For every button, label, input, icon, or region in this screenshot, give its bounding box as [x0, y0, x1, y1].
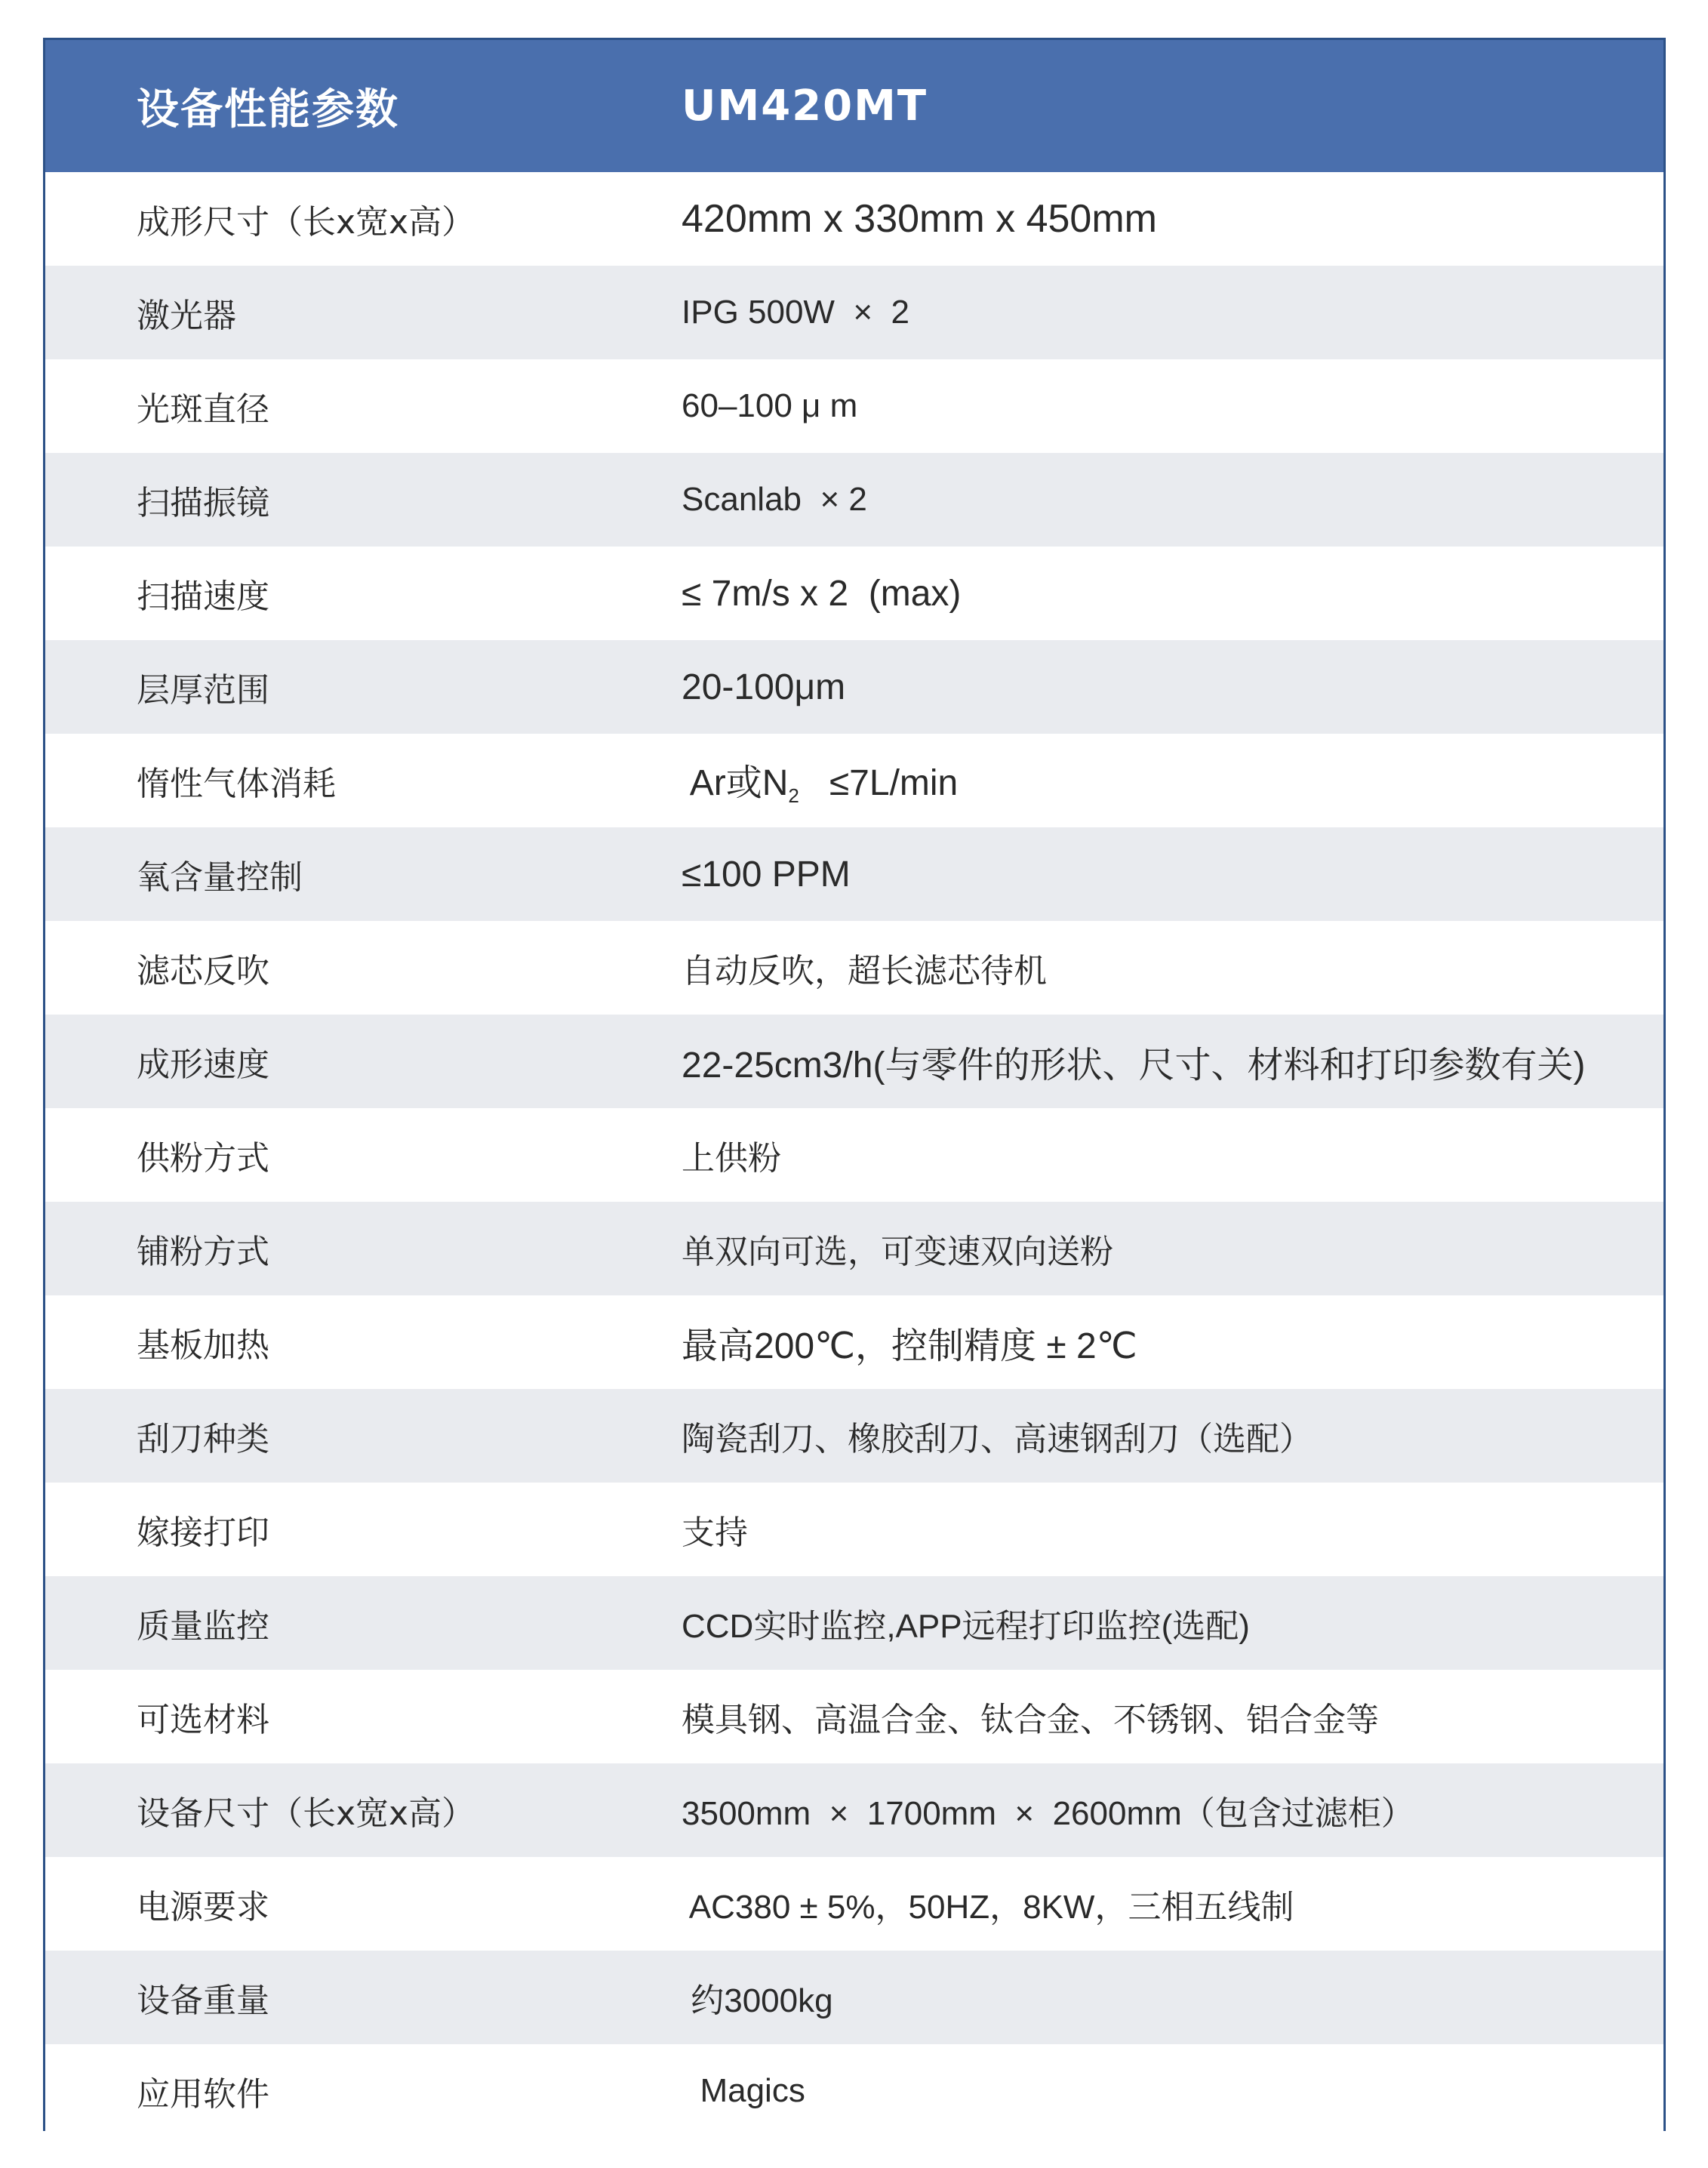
table-row	[45, 734, 1663, 827]
row-param: 铺粉方式	[137, 1233, 269, 1271]
table-row	[45, 1951, 1663, 2044]
table-row	[45, 1015, 1663, 1108]
row-value: AC380 ± 5%，50HZ，8KW，三相五线制	[682, 1889, 1294, 1926]
row-param: 嫁接打印	[137, 1514, 269, 1552]
row-value: 最高200℃，控制精度 ± 2℃	[682, 1326, 1137, 1366]
table-row	[45, 1295, 1663, 1389]
table-row	[45, 921, 1663, 1015]
table-row	[45, 1202, 1663, 1295]
row-param: 应用软件	[137, 2075, 269, 2114]
row-param: 氧含量控制	[137, 858, 303, 897]
row-param: 设备重量	[137, 1982, 269, 2020]
row-value: Magics	[682, 2072, 805, 2109]
table-row	[45, 2044, 1663, 2138]
row-value: ≤100 PPM	[682, 854, 851, 895]
row-param: 扫描振镜	[137, 484, 269, 522]
table-row	[45, 1576, 1663, 1670]
row-param: 刮刀种类	[137, 1420, 269, 1458]
row-param: 扫描速度	[137, 577, 269, 616]
row-value	[682, 753, 958, 808]
row-param: 惰性气体消耗	[137, 765, 336, 803]
row-param: 电源要求	[137, 1888, 269, 1926]
row-param: 成形尺寸（长x宽x高）	[137, 203, 475, 242]
gas-label: Ar或N	[682, 763, 789, 803]
table-row	[45, 640, 1663, 734]
table-row	[45, 547, 1663, 640]
row-param: 光斑直径	[137, 390, 269, 429]
table-row	[45, 453, 1663, 547]
row-value: 支持	[682, 1514, 748, 1551]
row-value: 60–100 μ m	[682, 387, 858, 424]
row-param: 滤芯反吹	[137, 952, 269, 990]
row-param: 层厚范围	[137, 671, 269, 710]
table-row	[45, 1389, 1663, 1483]
row-value: ≤ 7m/s x 2 (max)	[682, 573, 962, 614]
row-value: 3500mm × 1700mm × 2600mm（包含过滤柜）	[682, 1795, 1414, 1832]
row-value: 20-100μm	[682, 667, 846, 707]
table-row	[45, 266, 1663, 359]
table-body	[45, 172, 1663, 2138]
row-value: 陶瓷刮刀、橡胶刮刀、高速钢刮刀（选配）	[682, 1421, 1313, 1458]
table-row	[45, 359, 1663, 453]
table-row	[45, 172, 1663, 266]
row-param: 可选材料	[137, 1701, 269, 1739]
row-param: 供粉方式	[137, 1139, 269, 1178]
spec-table	[43, 38, 1666, 2131]
row-value: Scanlab × 2	[682, 481, 867, 518]
row-value: 单双向可选，可变速双向送粉	[682, 1233, 1113, 1270]
row-value: IPG 500W × 2	[682, 294, 910, 331]
row-param: 激光器	[137, 297, 236, 335]
gas-subscript: 2	[788, 784, 799, 807]
row-value: 上供粉	[682, 1140, 781, 1177]
table-row	[45, 827, 1663, 921]
table-row	[45, 1670, 1663, 1763]
row-param: 设备尺寸（长x宽x高）	[137, 1794, 475, 1833]
row-value: 22-25cm3/h(与零件的形状、尺寸、材料和打印参数有关)	[682, 1045, 1586, 1086]
header-model: UM420MT	[682, 82, 928, 131]
row-value: 模具钢、高温合金、钛合金、不锈钢、铝合金等	[682, 1701, 1379, 1738]
table-row	[45, 1108, 1663, 1202]
row-param: 成形速度	[137, 1046, 269, 1084]
table-header	[45, 40, 1663, 172]
table-row	[45, 1483, 1663, 1576]
table-row	[45, 1857, 1663, 1951]
row-value: CCD实时监控,APP远程打印监控(选配)	[682, 1608, 1250, 1645]
row-value: 自动反吹，超长滤芯待机	[682, 953, 1047, 990]
gas-consumption: ≤7L/min	[799, 763, 959, 803]
row-param: 基板加热	[137, 1326, 269, 1365]
table-row	[45, 1763, 1663, 1857]
header-param-label: 设备性能参数	[137, 85, 399, 134]
row-value: 约3000kg	[682, 1982, 833, 2019]
row-value: 420mm x 330mm x 450mm	[682, 197, 1157, 241]
row-param: 质量监控	[137, 1607, 269, 1646]
